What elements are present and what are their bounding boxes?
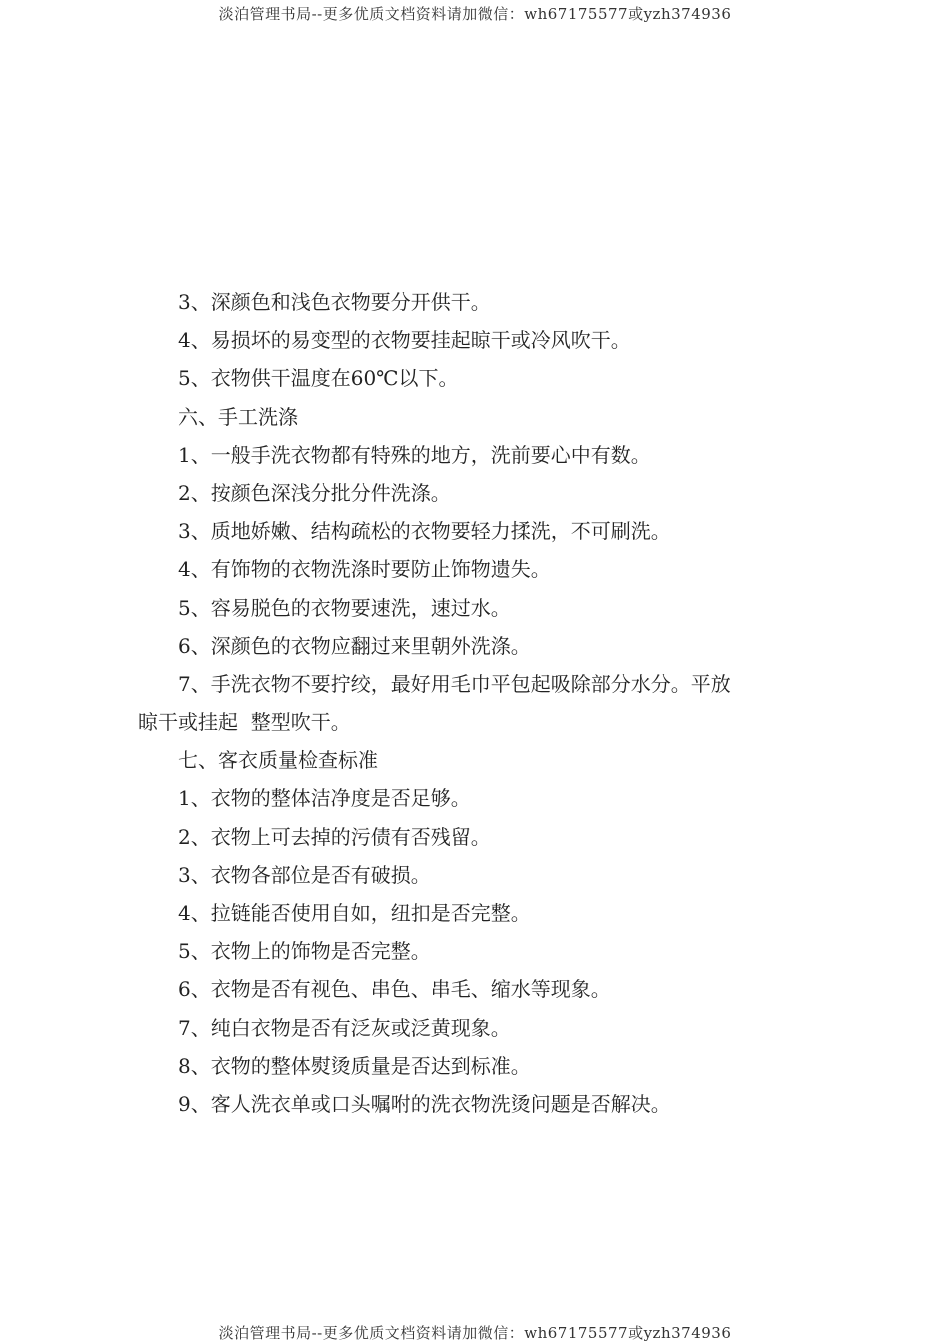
paragraph: 1、衣物的整体洁净度是否足够。: [178, 786, 471, 811]
paragraph: 2、按颜色深浅分批分件洗涤。: [178, 480, 451, 505]
paragraph: 3、深颜色和浅色衣物要分开供干。: [178, 290, 491, 314]
paragraph: 4、拉链能否使用自如，纽扣是否完整。: [178, 901, 531, 925]
paragraph: 1、一般手洗衣物都有特殊的地方，洗前要心中有数。: [178, 442, 651, 467]
paragraph: 5、容易脱色的衣物要速洗，速过水。: [178, 595, 511, 620]
paragraph: 7、手洗衣物不要拧绞，最好用毛巾平包起吸除部分水分。平放: [178, 671, 731, 696]
paragraph: 2、衣物上可去掉的污债有否残留。: [178, 824, 491, 849]
paragraph-continuation: 晾干或挂起 整型吹干。: [138, 710, 351, 735]
section-heading-quality-check: 七、客衣质量检查标准: [178, 748, 378, 773]
page-header: 淡泊管理书局--更多优质文档资料请加微信：wh67175577或yzh374936: [218, 5, 732, 23]
paragraph: 3、质地娇嫩、结构疏松的衣物要轻力揉洗，不可刷洗。: [178, 519, 671, 544]
document-body: [138, 283, 818, 1123]
paragraph: 9、客人洗衣单或口头嘱咐的洗衣物洗烫问题是否解决。: [178, 1091, 671, 1116]
paragraph: 4、有饰物的衣物洗涤时要防止饰物遗失。: [178, 557, 551, 582]
section-heading-hand-washing: 六、手工洗涤: [178, 404, 298, 429]
paragraph: 3、衣物各部位是否有破损。: [178, 862, 431, 887]
paragraph: 4、易损坏的易变型的衣物要挂起晾干或冷风吹干。: [178, 328, 631, 353]
page-footer: 淡泊管理书局--更多优质文档资料请加微信：wh67175577或yzh374936: [218, 1324, 732, 1342]
paragraph: 5、衣物供干温度在60℃以下。: [178, 366, 459, 391]
paragraph: 6、深颜色的衣物应翻过来里朝外洗涤。: [178, 633, 531, 658]
paragraph: 7、纯白衣物是否有泛灰或泛黄现象。: [178, 1015, 511, 1040]
paragraph: 8、衣物的整体熨烫质量是否达到标准。: [178, 1053, 531, 1078]
paragraph: 5、衣物上的饰物是否完整。: [178, 939, 431, 964]
paragraph: 6、衣物是否有视色、串色、串毛、缩水等现象。: [178, 977, 611, 1002]
